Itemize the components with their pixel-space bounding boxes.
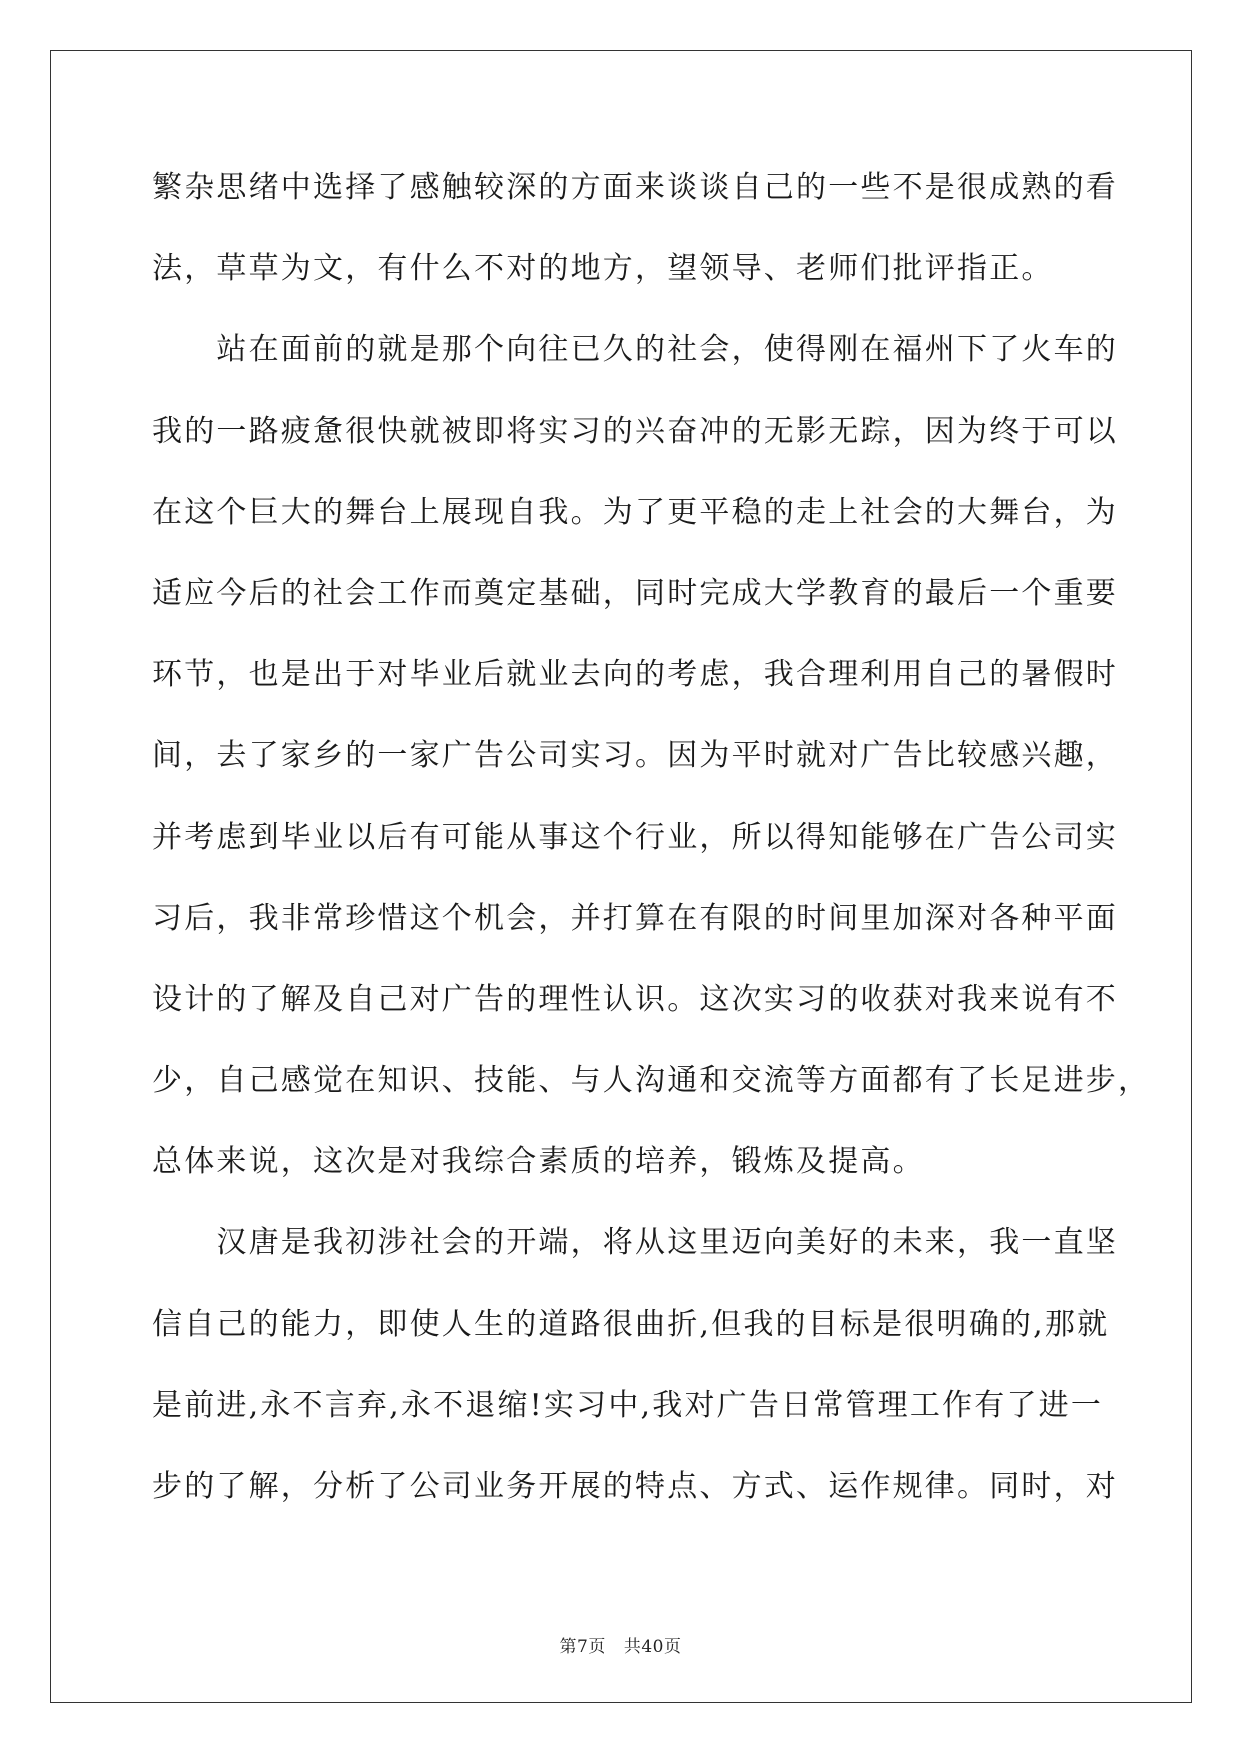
- text-line: 信自己的能力，即使人生的道路很曲折,但我的目标是很明确的,那就: [152, 1306, 1110, 1342]
- text-line: 站在面前的就是那个向往已久的社会，使得刚在福州下了火车的: [152, 332, 1118, 368]
- text-line: 环节，也是出于对毕业后就业去向的考虑，我合理利用自己的暑假时: [152, 657, 1118, 693]
- text-line: 适应今后的社会工作而奠定基础，同时完成大学教育的最后一个重要: [152, 575, 1118, 611]
- text-line: 总体来说，这次是对我综合素质的培养，锻炼及提高。: [152, 1144, 925, 1180]
- page-number: 第7页: [559, 1637, 606, 1657]
- text-line: 步的了解，分析了公司业务开展的特点、方式、运作规律。同时，对: [152, 1469, 1118, 1504]
- text-line: 在这个巨大的舞台上展现自我。为了更平稳的走上社会的大舞台，为: [152, 494, 1118, 530]
- text-line: 并考虑到毕业以后有可能从事这个行业，所以得知能够在广告公司实: [152, 819, 1118, 855]
- page-footer: [0, 1632, 1241, 1657]
- text-line: 少，自己感觉在知识、技能、与人沟通和交流等方面都有了长足进步，: [152, 1063, 1151, 1099]
- text-line: 习后，我非常珍惜这个机会，并打算在有限的时间里加深对各种平面: [152, 900, 1118, 936]
- page-total: 共40页: [623, 1637, 682, 1657]
- text-line: 法，草草为文，有什么不对的地方，望领导、老师们批评指正。: [152, 251, 1054, 287]
- text-line: 繁杂思绪中选择了感触较深的方面来谈谈自己的一些不是很成熟的看: [152, 170, 1118, 205]
- text-line: 我的一路疲惫很快就被即将实习的兴奋冲的无影无踪，因为终于可以: [152, 413, 1118, 449]
- text-line: 间，去了家乡的一家广告公司实习。因为平时就对广告比较感兴趣，: [152, 738, 1118, 774]
- text-line: 是前进,永不言弃,永不退缩!实习中,我对广告日常管理工作有了进一: [152, 1387, 1104, 1423]
- text-line: 汉唐是我初涉社会的开端，将从这里迈向美好的未来，我一直坚: [152, 1225, 1118, 1261]
- text-line: 设计的了解及自己对广告的理性认识。这次实习的收获对我来说有不: [152, 981, 1118, 1017]
- paragraph-2: [152, 320, 1151, 1213]
- document-body: [152, 158, 1151, 1538]
- paragraph-3: [152, 1213, 1118, 1538]
- paragraph-1: [152, 158, 1118, 320]
